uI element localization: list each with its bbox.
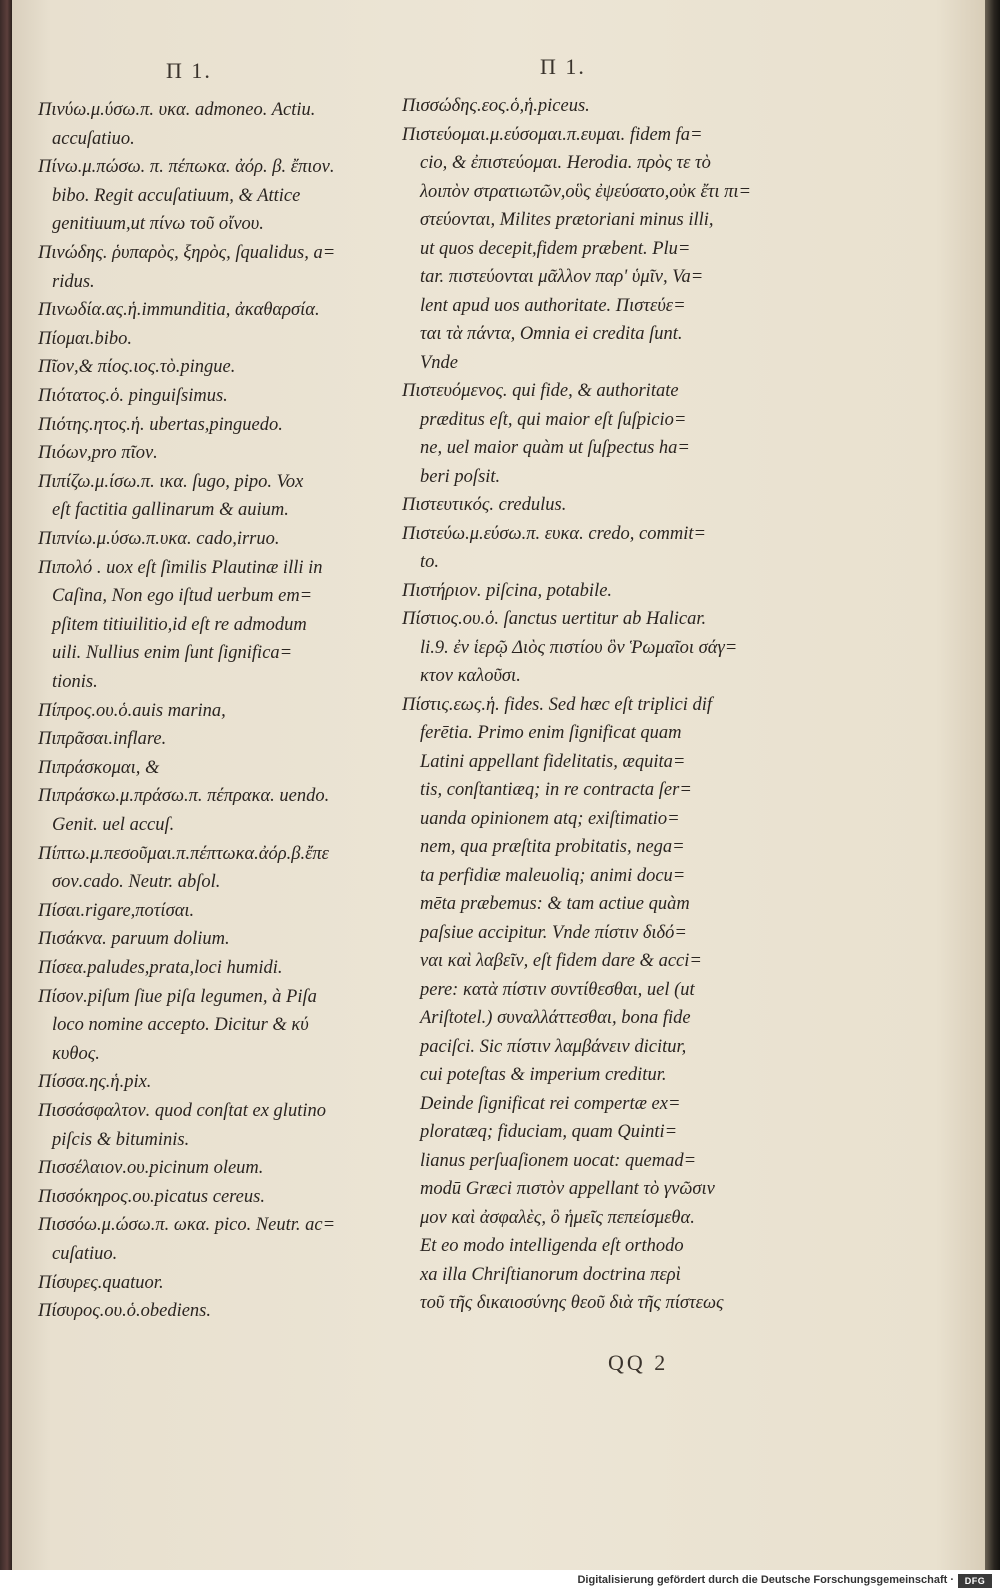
text-line: στεύονται, Milites prætoriani minus illi, bbox=[420, 210, 714, 230]
text-line: mēta præbemus: & tam actiue quàm bbox=[420, 894, 690, 914]
text-line: ut quos decepit,fidem præbent. Plu= bbox=[420, 238, 691, 259]
text-line: genitiuum,ut πίνω τοῦ οἴνου. bbox=[52, 214, 264, 235]
text-line: Πισσέλαιον.ου.picinum oleum. bbox=[38, 1158, 264, 1179]
text-line: accuſatiuo. bbox=[52, 128, 135, 149]
text-line: li.9. ἐν ἱερῷ Διὸς πιστίου ὃν Ῥωμαῖοι σάγ= bbox=[420, 637, 738, 658]
text-line: Πίνω.μ.πώσω. π. πέπωκα. ἀόρ. β. ἔπιον. bbox=[38, 157, 335, 178]
text-line: Πιόων,pro πῖον. bbox=[38, 443, 158, 464]
text-line: Πινύω.μ.ύσω.π. υκα. admoneo. Actiu. bbox=[38, 100, 316, 120]
text-line: uanda opinionem atq; exiſtimatio= bbox=[420, 808, 680, 829]
text-line: Πιστευτικός. credulus. bbox=[402, 495, 567, 515]
text-line: Πισσόω.μ.ώσω.π. ωκα. pico. Neutr. ac= bbox=[38, 1215, 336, 1236]
text-line: loco nomine accepto. Dicitur & κύ bbox=[52, 1015, 309, 1036]
book-spine bbox=[0, 0, 12, 1570]
text-line: τοῦ τῆς δικαιοσύνης θεοῦ διὰ τῆς πίστεως bbox=[420, 1293, 724, 1313]
text-line: Caſina, Non ego iſtud uerbum em= bbox=[52, 586, 313, 607]
text-line: Πίπρος.ου.ὁ.auis marina, bbox=[38, 700, 226, 721]
text-line: cui poteſtas & imperium creditur. bbox=[420, 1065, 667, 1085]
text-line: Πίσεα.paludes,prata,loci humidi. bbox=[38, 958, 283, 978]
text-line: Πιπνίω.μ.ύσω.π.υκα. cado,irruo. bbox=[38, 529, 280, 549]
text-line: Πίσυρος.ου.ὁ.obediens. bbox=[38, 1301, 212, 1322]
text-line: modū Græci πιστὸν appellant τὸ γνῶσιν bbox=[420, 1179, 715, 1199]
text-line: Πιπράσκω.μ.πράσω.π. πέπρακα. uendo. bbox=[38, 786, 330, 807]
text-line: Πίσαι.rigare,ποτίσαι. bbox=[38, 900, 195, 921]
text-line: ploratæq; fiduciam, quam Quinti= bbox=[420, 1122, 678, 1142]
text-line: Πιστεύω.μ.εύσω.π. ευκα. credo, commit= bbox=[402, 523, 706, 544]
text-line: lianus perſuaſionem uocat: quemad= bbox=[420, 1150, 697, 1171]
text-line: to. bbox=[420, 552, 440, 572]
text-line: Πισσόκηρος.ου.picatus cereus. bbox=[38, 1186, 265, 1207]
text-line: Πίσσα.ης.ἡ.pix. bbox=[38, 1072, 152, 1093]
text-line: pere: κατὰ πίστιν συντίθεσθαι, uel (ut bbox=[420, 979, 695, 1000]
text-line: Ariſtotel.) συναλλάττεσθαι, bona fide bbox=[420, 1008, 691, 1028]
signature-mark: QQ 2 bbox=[608, 1350, 669, 1375]
text-line: Πῖον,& πίος.ιος.τὸ.pingue. bbox=[38, 357, 236, 378]
text-line: tis, conſtantiæq; in re contracta ſer= bbox=[420, 780, 692, 800]
text-line: Πισάκνα. paruum dolium. bbox=[38, 929, 230, 950]
text-line: tar. πιστεύονται μᾶλλον παρ' ὑμῖν, Va= bbox=[420, 267, 704, 287]
text-line: Deinde ſignificat rei compertæ ex= bbox=[420, 1093, 681, 1114]
text-line: λοιπὸν στρατιωτῶν,οὓς ἐψεύσατο,οὐκ ἔτι πι= bbox=[420, 181, 752, 202]
text-line: præditus eſt, qui maior eſt ſuſpicio= bbox=[420, 409, 687, 430]
text-line: uili. Nullius enim ſunt ſignifica= bbox=[52, 643, 293, 664]
text-line: Πιπολό . uox eſt ſimilis Plautinæ illi in bbox=[38, 557, 323, 578]
text-line: beri poſsit. bbox=[420, 466, 501, 487]
text-line: paciſci. Sic πίστιν λαμβάνειν dicitur, bbox=[420, 1036, 687, 1057]
text-line: Πισσώδης.εος.ὁ,ἡ.piceus. bbox=[402, 96, 590, 116]
text-line: nem, qua præſtita probitatis, nega= bbox=[420, 837, 685, 857]
text-line: Πιότης.ητος.ἡ. ubertas,pinguedo. bbox=[38, 414, 283, 435]
text-line: tionis. bbox=[52, 672, 98, 692]
text-line: Πιπράσκομαι, & bbox=[38, 757, 160, 778]
text-line: Πιπρᾶσαι.inflare. bbox=[38, 729, 167, 750]
text-line: Latini appellant fidelitatis, æquita= bbox=[420, 751, 686, 772]
text-line: κυθος. bbox=[52, 1043, 100, 1064]
text-line: cuſatiuo. bbox=[52, 1244, 118, 1264]
footer-credit: Digitalisierung gefördert durch die Deutsche Forschungsgemeinschaft · bbox=[577, 1574, 954, 1586]
text-line: Πινωδία.ας.ἡ.immunditia, ἀκαθαρσία. bbox=[38, 300, 320, 321]
text-line: Πίπτω.μ.πεσοῦμαι.π.πέπτωκα.ἀόρ.β.ἔπε bbox=[38, 843, 329, 864]
text-line: ridus. bbox=[52, 271, 95, 292]
text-line: lent apud uos authoritate. Πιστεύε= bbox=[420, 295, 686, 316]
text-line: Πίσον.piſum ſiue piſa legumen, à Piſa bbox=[38, 986, 317, 1007]
text-line: Πινώδης. ῥυπαρὸς, ξηρὸς, ſqualidus, a= bbox=[38, 243, 336, 263]
text-line: Genit. uel accuſ. bbox=[52, 815, 175, 835]
text-line: bibo. Regit accuſatiuum, & Attice bbox=[52, 185, 301, 206]
text-line: Πιότατος.ὁ. pinguiſsimus. bbox=[38, 386, 228, 406]
text-line: ta perfidiæ maleuoliq; animi docu= bbox=[420, 865, 686, 886]
text-line: Πισσάσφαλτον. quod conſtat ex glutino bbox=[38, 1101, 326, 1121]
text-line: paſsiue accipitur. Vnde πίστιν διδό= bbox=[420, 922, 687, 943]
text-line: Πίσυρες.quatuor. bbox=[38, 1272, 164, 1293]
text-line: xa illa Chriſtianorum doctrina περὶ bbox=[420, 1264, 681, 1285]
text-line: pſitem titiuilitio,id eſt re admodum bbox=[52, 614, 307, 635]
text-line: σον.cado. Neutr. abſol. bbox=[52, 872, 221, 893]
text-line: Πιστεύομαι.μ.εύσομαι.π.ευμαι. fidem fa= bbox=[402, 124, 703, 145]
text-line: ne, uel maior quàm ut ſuſpectus ha= bbox=[420, 438, 690, 458]
text-line: ναι καὶ λαβεῖν, eſt fidem dare & acci= bbox=[420, 951, 702, 971]
text-line: Vnde bbox=[420, 352, 459, 373]
text-line: eſt factitia gallinarum & auium. bbox=[52, 500, 289, 521]
text-line: μον καὶ ἀσφαλὲς, ὃ ἡμεῖς πεπείσμεθα. bbox=[420, 1207, 695, 1228]
text-line: Πιστήριον. piſcina, potabile. bbox=[402, 580, 613, 601]
text-line: Πίομαι.bibo. bbox=[38, 328, 133, 349]
text-line: κτον καλοῦσι. bbox=[420, 666, 521, 686]
text-line: ferētia. Primo enim ſignificat quam bbox=[420, 723, 682, 743]
text-line: ται τὰ πάντα, Omnia ei credita ſunt. bbox=[420, 324, 683, 344]
text-line: Πιπίζω.μ.ίσω.π. ικα. ſugo, pipo. Vox bbox=[38, 471, 304, 492]
right-column-header: Π 1. bbox=[540, 54, 586, 79]
dfg-logo: DFG bbox=[958, 1574, 992, 1588]
text-line: Πίστις.εως.ἡ. fides. Sed hæc eſt triplici dif bbox=[402, 694, 713, 715]
text-line: piſcis & bituminis. bbox=[52, 1129, 190, 1150]
text-line: Πίστιος.ου.ὁ. ſanctus uertitur ab Halicar. bbox=[402, 609, 707, 629]
text-line: Et eo modo intelligenda eſt orthodo bbox=[420, 1236, 684, 1256]
text-line: Πιστευόμενος. qui fide, & authoritate bbox=[402, 381, 679, 401]
text-line: cio, & ἐπιστεύομαι. Herodia. πρὸς τε τὸ bbox=[420, 153, 711, 173]
left-column-header: Π 1. bbox=[166, 58, 212, 83]
page-edge bbox=[985, 0, 1000, 1570]
